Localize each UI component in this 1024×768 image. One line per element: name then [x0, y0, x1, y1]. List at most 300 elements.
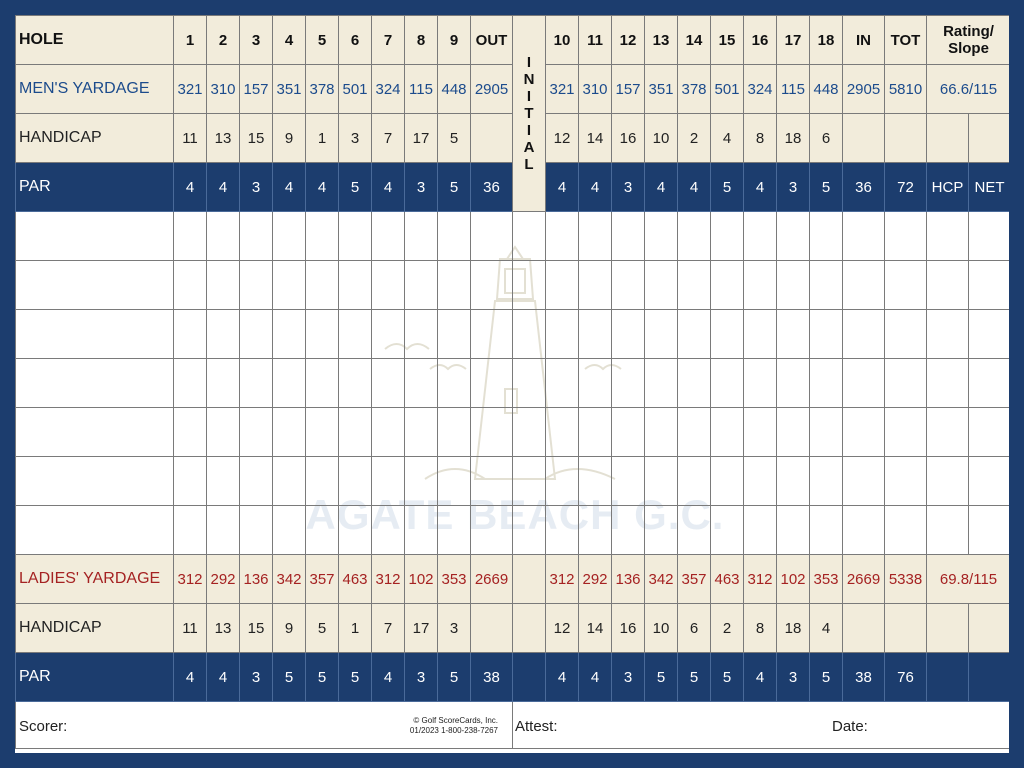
yardage-cell: 357 [678, 555, 711, 604]
score-cell[interactable] [843, 457, 885, 506]
score-cell[interactable] [579, 310, 612, 359]
par-cell: 4 [306, 163, 339, 212]
score-cell[interactable] [546, 457, 579, 506]
score-cell[interactable] [174, 359, 207, 408]
copyright-notice [410, 716, 498, 736]
yardage-cell: 312 [372, 555, 405, 604]
player-row [16, 212, 1010, 261]
score-cell[interactable] [579, 457, 612, 506]
player-name-cell[interactable] [16, 457, 174, 506]
hole-number: 2 [207, 16, 240, 65]
initial-cell[interactable] [513, 457, 546, 506]
ladies-par-label: PAR [16, 653, 174, 702]
yardage-cell: 324 [744, 65, 777, 114]
score-cell[interactable] [438, 261, 471, 310]
score-cell[interactable] [546, 408, 579, 457]
score-cell[interactable] [405, 408, 438, 457]
score-cell[interactable] [927, 506, 969, 555]
score-cell[interactable] [645, 359, 678, 408]
score-cell[interactable] [711, 408, 744, 457]
score-cell[interactable] [843, 359, 885, 408]
score-cell[interactable] [645, 310, 678, 359]
men-handicap-label: HANDICAP [16, 114, 174, 163]
score-cell[interactable] [174, 457, 207, 506]
par-cell: 5 [438, 653, 471, 702]
score-cell[interactable] [240, 506, 273, 555]
yardage-cell: 501 [711, 65, 744, 114]
score-cell[interactable] [810, 506, 843, 555]
score-cell[interactable] [969, 408, 1010, 457]
hole-number: 6 [339, 16, 372, 65]
score-cell[interactable] [207, 359, 240, 408]
score-cell[interactable] [678, 457, 711, 506]
score-cell[interactable] [612, 359, 645, 408]
score-cell[interactable] [612, 408, 645, 457]
score-cell[interactable] [810, 408, 843, 457]
initial-cell[interactable] [513, 261, 546, 310]
handicap-hcp-empty [927, 604, 969, 653]
score-cell[interactable] [810, 457, 843, 506]
par-cell: 4 [546, 653, 579, 702]
yardage-cell: 292 [579, 555, 612, 604]
score-cell[interactable] [843, 506, 885, 555]
score-cell[interactable] [438, 359, 471, 408]
handicap-cell: 17 [405, 114, 438, 163]
score-cell[interactable] [579, 212, 612, 261]
score-cell[interactable] [339, 261, 372, 310]
score-cell[interactable] [612, 261, 645, 310]
score-cell[interactable] [405, 310, 438, 359]
score-cell[interactable] [372, 310, 405, 359]
score-cell[interactable] [744, 408, 777, 457]
score-cell[interactable] [777, 506, 810, 555]
score-cell[interactable] [744, 212, 777, 261]
score-cell[interactable] [339, 359, 372, 408]
yardage-cell: 351 [273, 65, 306, 114]
par-cell: 5 [645, 653, 678, 702]
yardage-cell: 312 [174, 555, 207, 604]
attest-label: Attest: [515, 718, 558, 735]
score-cell[interactable] [240, 408, 273, 457]
par-out: 36 [471, 163, 513, 212]
ladies-rating: 69.8/115 [927, 555, 1010, 604]
score-cell[interactable] [339, 408, 372, 457]
score-cell[interactable] [885, 359, 927, 408]
handicap-cell: 13 [207, 114, 240, 163]
par-out: 38 [471, 653, 513, 702]
score-cell[interactable] [174, 408, 207, 457]
score-cell[interactable] [273, 212, 306, 261]
initial-letter: N [523, 71, 535, 88]
yardage-cell: 321 [174, 65, 207, 114]
score-cell[interactable] [843, 408, 885, 457]
score-cell[interactable] [306, 359, 339, 408]
score-cell[interactable] [372, 212, 405, 261]
score-cell[interactable] [174, 310, 207, 359]
score-cell[interactable] [579, 506, 612, 555]
yardage-cell: 448 [438, 65, 471, 114]
yardage-cell: 463 [711, 555, 744, 604]
handicap-cell: 15 [240, 604, 273, 653]
player-row [16, 408, 1010, 457]
score-cell[interactable] [207, 261, 240, 310]
score-cell[interactable] [645, 408, 678, 457]
score-cell[interactable] [843, 310, 885, 359]
hole-row [16, 16, 1010, 65]
score-cell[interactable] [678, 212, 711, 261]
score-cell[interactable] [612, 212, 645, 261]
hcp-label: HCP [927, 163, 969, 212]
player-row [16, 359, 1010, 408]
score-cell[interactable] [969, 506, 1010, 555]
handicap-cell: 11 [174, 604, 207, 653]
score-cell[interactable] [240, 212, 273, 261]
score-cell[interactable] [969, 310, 1010, 359]
par-cell: 3 [777, 653, 810, 702]
hole-number: 18 [810, 16, 843, 65]
score-cell[interactable] [207, 457, 240, 506]
handicap-cell: 2 [678, 114, 711, 163]
handicap-cell: 10 [645, 114, 678, 163]
initial-column-label [513, 16, 546, 212]
player-row [16, 506, 1010, 555]
score-cell[interactable] [240, 359, 273, 408]
score-cell[interactable] [273, 310, 306, 359]
score-cell[interactable] [678, 359, 711, 408]
score-cell[interactable] [927, 212, 969, 261]
score-cell[interactable] [207, 408, 240, 457]
hole-number: 16 [744, 16, 777, 65]
score-cell[interactable] [546, 310, 579, 359]
initial-cell[interactable] [513, 359, 546, 408]
par-cell: 3 [240, 653, 273, 702]
ladies-par-row [16, 653, 1010, 702]
score-cell[interactable] [273, 408, 306, 457]
score-cell[interactable] [339, 457, 372, 506]
initial-letter: I [526, 88, 532, 105]
score-table [15, 15, 1009, 749]
initial-letter: A [523, 139, 535, 156]
ladies-yardage-row [16, 555, 1010, 604]
score-cell[interactable] [306, 408, 339, 457]
score-cell[interactable] [339, 506, 372, 555]
yardage-cell: 342 [273, 555, 306, 604]
ladies-yardage-label: LADIES' YARDAGE [16, 555, 174, 604]
score-cell[interactable] [645, 506, 678, 555]
score-cell[interactable] [546, 261, 579, 310]
score-cell[interactable] [744, 506, 777, 555]
score-cell[interactable] [744, 261, 777, 310]
score-cell[interactable] [810, 359, 843, 408]
score-cell[interactable] [927, 310, 969, 359]
hole-number: 14 [678, 16, 711, 65]
handicap-cell: 3 [438, 604, 471, 653]
score-cell[interactable] [810, 310, 843, 359]
initial-empty [513, 555, 546, 604]
handicap-cell: 9 [273, 604, 306, 653]
yardage-cell: 136 [240, 555, 273, 604]
score-cell[interactable] [306, 212, 339, 261]
par-cell: 4 [207, 163, 240, 212]
score-cell[interactable] [405, 212, 438, 261]
handicap-cell: 5 [438, 114, 471, 163]
hole-number: 11 [579, 16, 612, 65]
hole-number: 8 [405, 16, 438, 65]
par-tot: 72 [885, 163, 927, 212]
par-cell: 5 [339, 163, 372, 212]
player-name-cell[interactable] [16, 408, 174, 457]
score-cell[interactable] [546, 506, 579, 555]
score-cell[interactable] [372, 506, 405, 555]
initial-cell[interactable] [513, 212, 546, 261]
score-cell[interactable] [678, 261, 711, 310]
par-cell: 3 [405, 163, 438, 212]
score-cell[interactable] [645, 212, 678, 261]
men-rating: 66.6/115 [927, 65, 1010, 114]
score-cell[interactable] [306, 310, 339, 359]
score-cell[interactable] [885, 408, 927, 457]
score-cell[interactable] [471, 212, 513, 261]
score-cell[interactable] [372, 408, 405, 457]
score-cell[interactable] [372, 457, 405, 506]
score-cell[interactable] [777, 261, 810, 310]
score-cell[interactable] [405, 506, 438, 555]
handicap-cell: 2 [711, 604, 744, 653]
score-cell[interactable] [711, 310, 744, 359]
score-cell[interactable] [306, 261, 339, 310]
yardage-cell: 312 [546, 555, 579, 604]
rating-label-line1: Rating/ [943, 23, 994, 40]
handicap-tot-empty [885, 604, 927, 653]
score-cell[interactable] [777, 457, 810, 506]
score-cell[interactable] [471, 261, 513, 310]
par-cell: 4 [645, 163, 678, 212]
score-cell[interactable] [438, 212, 471, 261]
handicap-cell: 4 [711, 114, 744, 163]
yardage-cell: 378 [678, 65, 711, 114]
score-cell[interactable] [273, 506, 306, 555]
score-cell[interactable] [372, 359, 405, 408]
score-cell[interactable] [240, 310, 273, 359]
handicap-cell: 13 [207, 604, 240, 653]
score-cell[interactable] [174, 261, 207, 310]
hole-number: 13 [645, 16, 678, 65]
score-cell[interactable] [885, 506, 927, 555]
score-cell[interactable] [372, 261, 405, 310]
out-label: OUT [471, 16, 513, 65]
initial-empty [513, 604, 546, 653]
score-cell[interactable] [744, 359, 777, 408]
score-cell[interactable] [777, 408, 810, 457]
score-cell[interactable] [612, 310, 645, 359]
score-cell[interactable] [306, 457, 339, 506]
handicap-cell: 4 [810, 604, 843, 653]
par-cell: 5 [711, 653, 744, 702]
handicap-cell: 12 [546, 604, 579, 653]
player-name-cell[interactable] [16, 261, 174, 310]
par-hcp-empty [927, 653, 969, 702]
score-cell[interactable] [711, 261, 744, 310]
score-cell[interactable] [306, 506, 339, 555]
score-cell[interactable] [339, 212, 372, 261]
score-cell[interactable] [678, 408, 711, 457]
score-cell[interactable] [273, 261, 306, 310]
score-cell[interactable] [240, 457, 273, 506]
score-cell[interactable] [711, 506, 744, 555]
initial-cell[interactable] [513, 506, 546, 555]
score-cell[interactable] [612, 506, 645, 555]
score-cell[interactable] [207, 506, 240, 555]
score-cell[interactable] [885, 457, 927, 506]
initial-letter: I [526, 122, 532, 139]
attest-date-field[interactable] [513, 702, 1010, 749]
score-cell[interactable] [744, 457, 777, 506]
men-yardage-row [16, 65, 1010, 114]
yardage-cell: 321 [546, 65, 579, 114]
yardage-cell: 342 [645, 555, 678, 604]
scorer-field[interactable] [16, 702, 513, 749]
yardage-cell: 310 [207, 65, 240, 114]
score-cell[interactable] [885, 261, 927, 310]
handicap-hcp-empty [927, 114, 969, 163]
handicap-cell: 16 [612, 604, 645, 653]
player-name-cell[interactable] [16, 506, 174, 555]
score-cell[interactable] [546, 359, 579, 408]
player-name-cell[interactable] [16, 359, 174, 408]
initial-cell[interactable] [513, 310, 546, 359]
copyright-line1: © Golf ScoreCards, Inc. [413, 716, 498, 725]
yardage-cell: 353 [810, 555, 843, 604]
score-cell[interactable] [711, 359, 744, 408]
score-cell[interactable] [927, 359, 969, 408]
score-cell[interactable] [579, 359, 612, 408]
par-cell: 3 [405, 653, 438, 702]
par-cell: 4 [579, 653, 612, 702]
par-cell: 4 [273, 163, 306, 212]
score-cell[interactable] [777, 212, 810, 261]
score-cell[interactable] [969, 212, 1010, 261]
score-cell[interactable] [678, 310, 711, 359]
initial-letter: T [524, 105, 534, 122]
score-cell[interactable] [645, 457, 678, 506]
score-cell[interactable] [579, 408, 612, 457]
score-cell[interactable] [405, 261, 438, 310]
score-cell[interactable] [405, 457, 438, 506]
score-cell[interactable] [711, 212, 744, 261]
handicap-tot-empty [885, 114, 927, 163]
score-cell[interactable] [777, 359, 810, 408]
par-cell: 3 [612, 653, 645, 702]
score-cell[interactable] [471, 310, 513, 359]
scorer-label: Scorer: [19, 718, 68, 735]
score-cell[interactable] [207, 310, 240, 359]
handicap-net-empty [969, 114, 1010, 163]
score-cell[interactable] [438, 506, 471, 555]
par-cell: 3 [612, 163, 645, 212]
yardage-tot: 5810 [885, 65, 927, 114]
score-cell[interactable] [339, 310, 372, 359]
hole-number: 12 [612, 16, 645, 65]
handicap-cell: 18 [777, 114, 810, 163]
player-row [16, 261, 1010, 310]
handicap-cell: 5 [306, 604, 339, 653]
score-cell[interactable] [273, 457, 306, 506]
score-cell[interactable] [927, 408, 969, 457]
score-cell[interactable] [612, 457, 645, 506]
par-cell: 5 [810, 653, 843, 702]
score-cell[interactable] [969, 359, 1010, 408]
par-tot: 76 [885, 653, 927, 702]
score-cell[interactable] [579, 261, 612, 310]
yardage-cell: 310 [579, 65, 612, 114]
score-cell[interactable] [174, 212, 207, 261]
score-cell[interactable] [711, 457, 744, 506]
score-cell[interactable] [438, 310, 471, 359]
player-name-cell[interactable] [16, 310, 174, 359]
score-cell[interactable] [471, 408, 513, 457]
par-cell: 4 [372, 163, 405, 212]
score-cell[interactable] [885, 212, 927, 261]
score-cell[interactable] [969, 261, 1010, 310]
yardage-cell: 157 [240, 65, 273, 114]
handicap-cell: 14 [579, 604, 612, 653]
par-cell: 4 [579, 163, 612, 212]
handicap-out-empty [471, 114, 513, 163]
score-cell[interactable] [240, 261, 273, 310]
handicap-cell: 18 [777, 604, 810, 653]
score-cell[interactable] [843, 212, 885, 261]
score-cell[interactable] [843, 261, 885, 310]
hole-number: 17 [777, 16, 810, 65]
initial-cell[interactable] [513, 408, 546, 457]
score-cell[interactable] [438, 457, 471, 506]
score-cell[interactable] [438, 408, 471, 457]
score-cell[interactable] [810, 212, 843, 261]
tot-label: TOT [885, 16, 927, 65]
score-cell[interactable] [885, 310, 927, 359]
score-cell[interactable] [471, 506, 513, 555]
score-cell[interactable] [471, 359, 513, 408]
score-cell[interactable] [471, 457, 513, 506]
score-cell[interactable] [927, 457, 969, 506]
score-cell[interactable] [678, 506, 711, 555]
handicap-net-empty [969, 604, 1010, 653]
score-cell[interactable] [744, 310, 777, 359]
score-cell[interactable] [273, 359, 306, 408]
score-cell[interactable] [645, 261, 678, 310]
score-cell[interactable] [546, 212, 579, 261]
par-cell: 4 [174, 653, 207, 702]
score-cell[interactable] [405, 359, 438, 408]
par-in: 38 [843, 653, 885, 702]
rating-label-line2: Slope [948, 40, 989, 57]
yardage-out: 2669 [471, 555, 513, 604]
handicap-cell: 1 [306, 114, 339, 163]
score-cell[interactable] [174, 506, 207, 555]
yardage-in: 2669 [843, 555, 885, 604]
yardage-tot: 5338 [885, 555, 927, 604]
yardage-cell: 312 [744, 555, 777, 604]
score-cell[interactable] [810, 261, 843, 310]
handicap-cell: 12 [546, 114, 579, 163]
player-name-cell[interactable] [16, 212, 174, 261]
men-par-row [16, 163, 1010, 212]
score-cell[interactable] [207, 212, 240, 261]
handicap-cell: 9 [273, 114, 306, 163]
score-cell[interactable] [777, 310, 810, 359]
score-cell[interactable] [927, 261, 969, 310]
score-cell[interactable] [969, 457, 1010, 506]
